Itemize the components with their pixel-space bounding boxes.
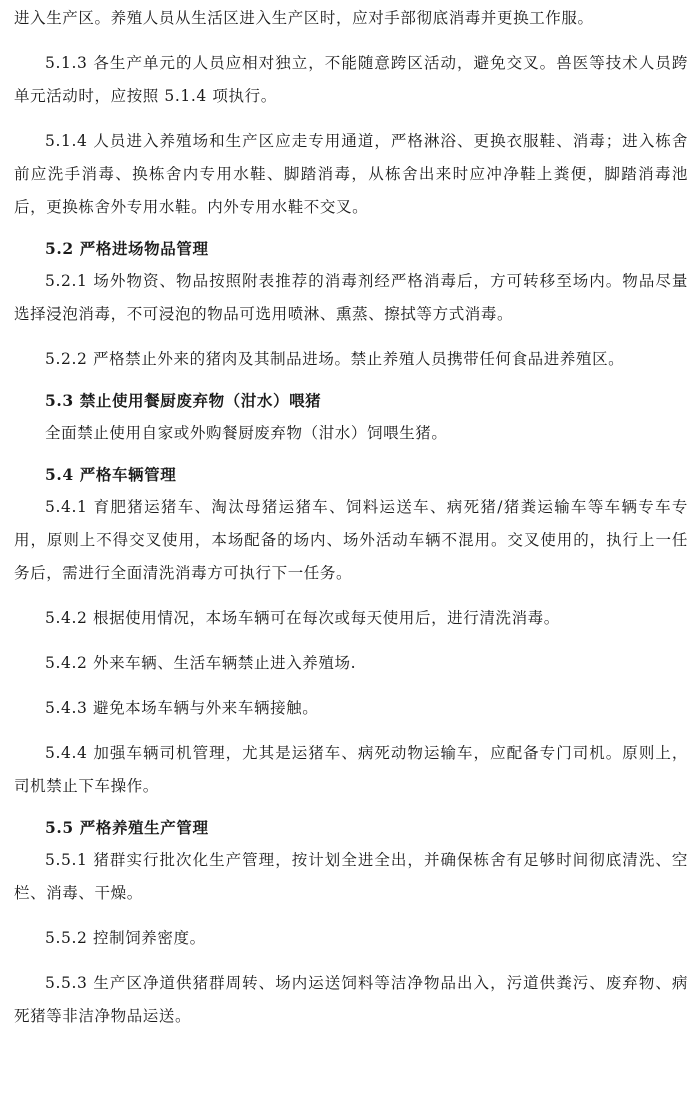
paragraph-5-3: 全面禁止使用自家或外购餐厨废弃物（泔水）饲喂生猪。: [45, 424, 448, 442]
heading-5-3: 5.3 禁止使用餐厨废弃物（泔水）喂猪: [45, 391, 322, 410]
paragraph-5-1-3: 5.1.3 各生产单元的人员应相对独立，不能随意跨区活动，避免交叉。兽医等技术人员跨单元活动时，应按照 5.1.4 项执行。: [14, 54, 688, 105]
paragraph-5-5-3: 5.5.3 生产区净道供猪群周转、场内运送饲料等洁净物品出入，污道供粪污、废弃物、病死猪等非洁净物品运送。: [14, 974, 688, 1025]
paragraph-5-5-1: 5.5.1 猪群实行批次化生产管理，按计划全进全出，并确保栋舍有足够时间彻底清洗、空栏、消毒、干燥。: [14, 851, 688, 902]
paragraph-5-4-2-a: 5.4.2 根据使用情况，本场车辆可在每次或每天使用后，进行清洗消毒。: [45, 609, 560, 627]
paragraph-5-4-4: 5.4.4 加强车辆司机管理，尤其是运猪车、病死动物运输车，应配备专门司机。原则上，司机禁止下车操作。: [14, 744, 688, 795]
paragraph-5-2-1: 5.2.1 场外物资、物品按照附表推荐的消毒剂经严格消毒后，方可转移至场内。物品尽量选择浸泡消毒，不可浸泡的物品可选用喷淋、熏蒸、擦拭等方式消毒。: [14, 272, 688, 323]
paragraph-5-5-2: 5.5.2 控制饲养密度。: [45, 929, 206, 947]
paragraph-continuation: 进入生产区。养殖人员从生活区进入生产区时，应对手部彻底消毒并更换工作服。: [14, 9, 594, 27]
paragraph-5-4-3: 5.4.3 避免本场车辆与外来车辆接触。: [45, 699, 319, 717]
heading-5-2: 5.2 严格进场物品管理: [45, 239, 209, 258]
paragraph-5-2-2: 5.2.2 严格禁止外来的猪肉及其制品进场。禁止养殖人员携带任何食品进养殖区。: [45, 350, 625, 368]
paragraph-5-4-1: 5.4.1 育肥猪运猪车、淘汰母猪运猪车、饲料运送车、病死猪/猪粪运输车等车辆专车专用，原则上不得交叉使用，本场配备的场内、场外活动车辆不混用。交叉使用的，执行上一任务后，需进行全面清洗消毒方可执行下一任务。: [14, 498, 688, 582]
heading-5-5: 5.5 严格养殖生产管理: [45, 818, 209, 837]
paragraph-5-4-2-b: 5.4.2 外来车辆、生活车辆禁止进入养殖场.: [45, 654, 357, 672]
heading-5-4: 5.4 严格车辆管理: [45, 465, 177, 484]
paragraph-5-1-4: 5.1.4 人员进入养殖场和生产区应走专用通道，严格淋浴、更换衣服鞋、消毒；进入栋舍前应洗手消毒、换栋舍内专用水鞋、脚踏消毒，从栋舍出来时应冲净鞋上粪便，脚踏消毒池后，更换栋舍外专用水鞋。内外专用水鞋不交叉。: [14, 132, 688, 216]
